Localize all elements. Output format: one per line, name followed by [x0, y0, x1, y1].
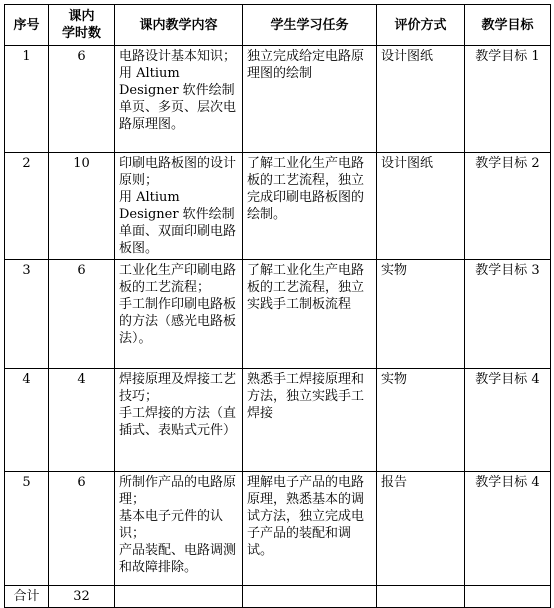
cell-eval: 设计图纸: [377, 153, 465, 260]
cell-content: 所制作产品的电路原理； 基本电子元件的认识； 产品装配、电路调测和故障排除。: [115, 472, 243, 586]
cell-goal: 教学目标 1: [465, 46, 551, 153]
cell-eval: 设计图纸: [377, 46, 465, 153]
cell-task: 理解电子产品的电路原理，熟悉基本的调试方法，独立完成电子产品的装配和调试。: [243, 472, 377, 586]
header-eval: 评价方式: [377, 5, 465, 46]
table-row: [5, 260, 551, 369]
cell-seq: 1: [5, 46, 49, 153]
cell-goal: 教学目标 2: [465, 153, 551, 260]
cell-content: 焊接原理及焊接工艺技巧； 手工焊接的方法（直插式、表贴式元件）: [115, 369, 243, 472]
curriculum-table: [4, 4, 551, 608]
cell-hours: 6: [49, 472, 115, 586]
cell-goal: 教学目标 4: [465, 369, 551, 472]
cell-goal: 教学目标 4: [465, 472, 551, 586]
cell-eval: 报告: [377, 472, 465, 586]
cell-seq: 5: [5, 472, 49, 586]
cell-seq: 4: [5, 369, 49, 472]
cell-task: 独立完成给定电路原理图的绘制: [243, 46, 377, 153]
cell-content: 工业化生产印刷电路板的工艺流程； 手工制作印刷电路板的方法（感光电路板法）。: [115, 260, 243, 369]
cell-eval: 实物: [377, 369, 465, 472]
cell-task: 了解工业化生产电路板的工艺流程，独立完成印刷电路板图的绘制。: [243, 153, 377, 260]
cell-seq: 3: [5, 260, 49, 369]
table-row: [5, 46, 551, 153]
header-seq: 序号: [5, 5, 49, 46]
table-row: [5, 472, 551, 586]
cell-eval: 实物: [377, 260, 465, 369]
cell-task: 了解工业化生产电路板的工艺流程，独立实践手工制板流程: [243, 260, 377, 369]
cell-hours: 10: [49, 153, 115, 260]
table-row: [5, 369, 551, 472]
total-hours: 32: [49, 586, 115, 608]
total-label: 合计: [5, 586, 49, 608]
header-content: 课内教学内容: [115, 5, 243, 46]
header-row: [5, 5, 551, 46]
header-goal: 教学目标: [465, 5, 551, 46]
table-row: [5, 153, 551, 260]
cell-hours: 6: [49, 46, 115, 153]
cell-task: 熟悉手工焊接原理和方法，独立实践手工焊接: [243, 369, 377, 472]
cell-hours: 4: [49, 369, 115, 472]
header-hours: 课内 学时数: [49, 5, 115, 46]
cell-goal: 教学目标 3: [465, 260, 551, 369]
header-task: 学生学习任务: [243, 5, 377, 46]
cell-content: 电路设计基本知识； 用 Altium Designer 软件绘制单页、多页、层次电路原理图。: [115, 46, 243, 153]
cell-hours: 6: [49, 260, 115, 369]
cell-content: 印刷电路板图的设计原则； 用 Altium Designer 软件绘制单面、双面印刷电路板图。: [115, 153, 243, 260]
cell-seq: 2: [5, 153, 49, 260]
